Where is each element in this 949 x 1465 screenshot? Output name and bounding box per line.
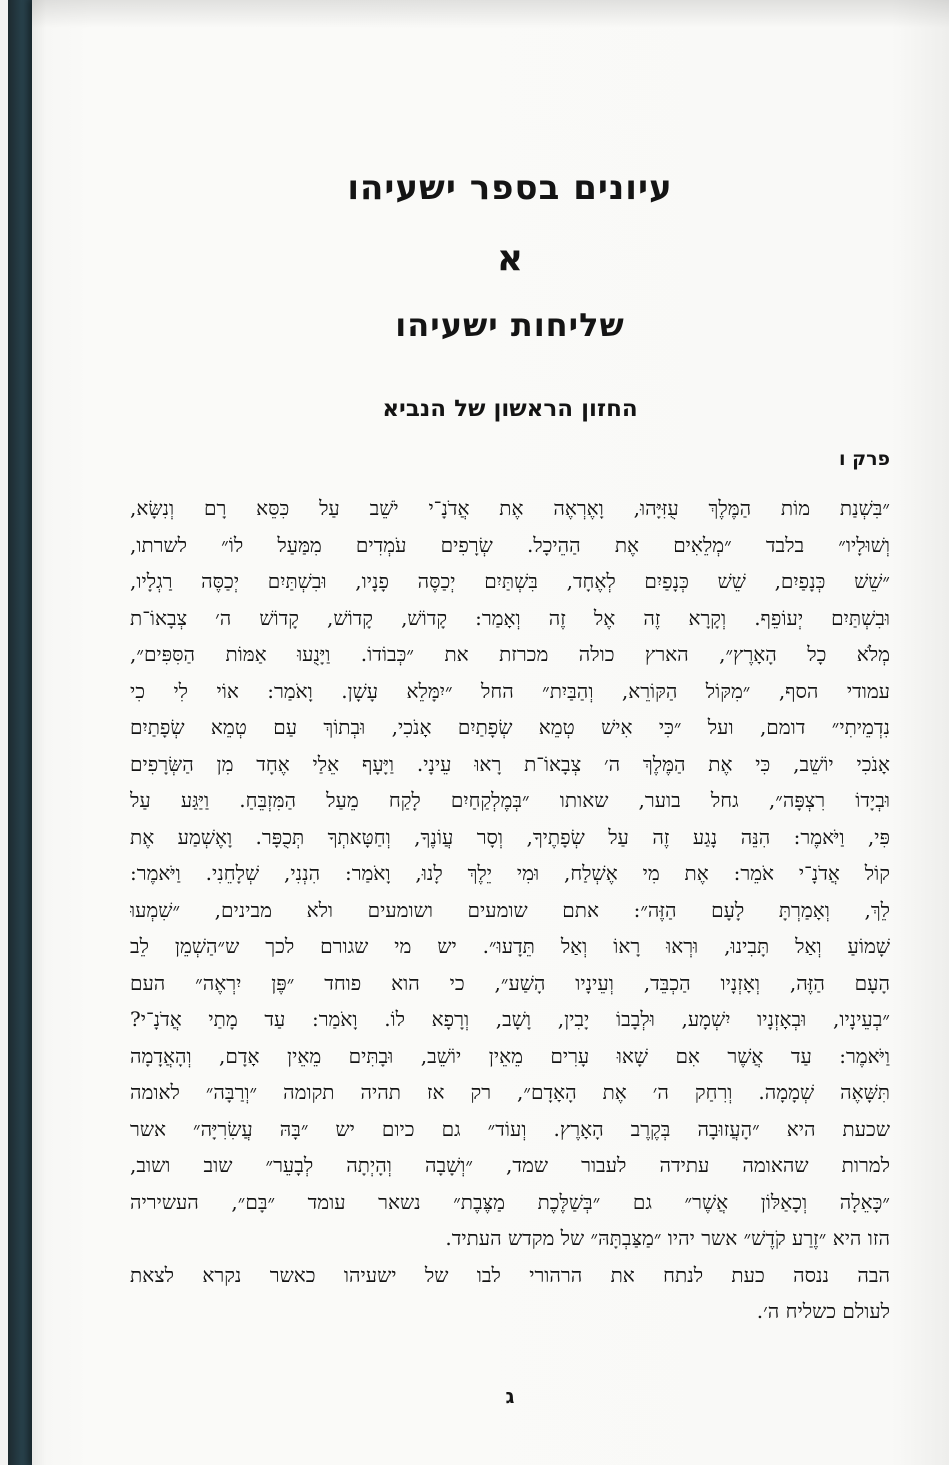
text-line: נִדְמֵיתִי״ דומם, ועל ״כִּי אִישׁ טְמֵא שְׂפָתַיִם אָנֹכִי, וּבְתוֹךְ עַם טְמֵא שְׂפָתַיִם bbox=[130, 715, 890, 739]
text-line: וְשׁוּלָיו״ בלבד ״מְלֵאִים אֶת הַהֵיכָל. שְׂרָפִים עֹמְדִים מִמַּעַל לוֹ״ לשרתו, bbox=[130, 532, 890, 557]
text-line: שָׁמוֹעַ וְאַל תָּבִינוּ, וּרְאוּ רָאוֹ וְאַל תֵּדָעוּ״. יש מי שגורם לכך ש״הַשְׁמֵן לֵב bbox=[130, 934, 890, 958]
text-line: וּבְיָדוֹ רִצְפָּה״, גחל בוער, שאותו ״בְּמֶלְקַחַיִם לָקַח מֵעַל הַמִּזְבֵּחַ. וַיַּגַּע עַל bbox=[130, 788, 890, 812]
text-line: וּבִשְׁתַּיִם יְעוֹפֵף. וְקָרָא זֶה אֶל זֶה וְאָמַר: קָדוֹשׁ, קָדוֹשׁ, קָדוֹשׁ ה׳ צְבָאוֹ־ת bbox=[130, 605, 890, 630]
text-line: עמודי הסף, ״מִקּוֹל הַקּוֹרֵא, וְהַבַּיִת״ החל ״יִמָּלֵא עָשָׁן. וָאֹמַר: אוֹי לִי כִי bbox=[130, 678, 890, 703]
text-line: פִּי, וַיֹּאמֶר: הִנֵּה נָגַע זֶה עַל שְׂפָתֶיךָ, וְסָר עֲוֹנֶךָ, וְחַטָּאתְךָ תְּכֻפָּר. וָאֶשְׁמַע אֶת bbox=[130, 824, 890, 849]
chapter-letter: א bbox=[496, 238, 524, 279]
section-heading: החזון הראשון של הנביא bbox=[382, 396, 638, 422]
text-line: תִּשָּׁאֶה שְׁמָמָה. וְרִחַק ה׳ אֶת הָאָדָם״, רק אז תהיה תקומה ״וְרַבָּה״ לאומה bbox=[130, 1080, 890, 1104]
text-line: ״כָּאֵלָה וְכָאַלּוֹן אֲשֶׁר״ גם ״בְּשַׁלֶּכֶת מַצֶּבֶת״ נשאר עומד ״בָּם״, העשיריה bbox=[130, 1189, 890, 1214]
body-text bbox=[130, 490, 890, 1330]
text-line: הזו היא ״זֶרַע קֹדֶשׁ״ אשר יהיו ״מַצַּבְתָּהּ״ של מקדש העתיד. bbox=[445, 1226, 890, 1250]
text-line: שכעת היא ״הָעֲזוּבָה בְּקֶרֶב הָאָרֶץ. וְעוֹד״ גם כיום יש ״בָּהּ עֲשִׂרִיָּה״ אשר bbox=[130, 1116, 890, 1141]
text-line: אָנֹכִי יוֹשֵׁב, כִּי אֶת הַמֶּלֶךְ ה׳ צְבָאוֹ־ת רָאוּ עֵינָי. וַיָּעָף אֵלַי אֶחָד מִן הַשְּׂרָפִים bbox=[130, 751, 890, 776]
text-line: ״בְעֵינָיו, וּבְאָזְנָיו יִשְׁמָע, וּלְבָבוֹ יָבִין, וָשָׁב, וְרָפָא לוֹ. וָאֹמַר: עַד מָתַי אֲדֹנָ־י? bbox=[130, 1007, 890, 1031]
text-line: לֵךְ, וְאָמַרְתָּ לָעָם הַזֶּה״: אתם שומעים ושומעים ולא מבינים, ״שִׁמְעוּ bbox=[130, 897, 890, 922]
book-title: עיונים בספר ישעיהו bbox=[347, 168, 673, 208]
chapter-reference: פרק ו bbox=[838, 448, 890, 470]
chapter-title: שליחות ישעיהו bbox=[395, 306, 625, 344]
text-line: הבה ננסה כעת לנתח את הרהורי לבו של ישעיהו כאשר נקרא לצאת bbox=[130, 1262, 890, 1287]
page-number: ג bbox=[505, 1384, 515, 1408]
text-line: הָעָם הַזֶּה, וְאָזְנָיו הַכְבֵּד, וְעֵינָיו הָשַׁע״, כי הוא פוחד ״פֶּן יִרְאֶה״ העם bbox=[130, 970, 890, 995]
text-line: ״בִּשְׁנַת מוֹת הַמֶּלֶךְ עֻזִּיָּהוּ, וָאֶרְאֶה אֶת אֲדֹנָ־י יֹשֵׁב עַל כִּסֵּא רָם וְנִשָּׂא, bbox=[130, 496, 890, 520]
page-content bbox=[130, 0, 890, 1465]
page-edge bbox=[0, 0, 8, 1465]
text-line: ״שֵׁשׁ כְּנָפַיִם, שֵׁשׁ כְּנָפַיִם לְאֶחָד, בִּשְׁתַּיִם יְכַסֶּה פָנָיו, וּבִשְׁתַּיִם יְכַסֶּה רַגְלָיו, bbox=[130, 569, 890, 593]
text-line: למרות שהאומה עתידה לעבור שמד, ״וְשָׁבָה וְהָיְתָה לְבָעֵר״ שוב ושוב, bbox=[130, 1153, 890, 1177]
text-line: וַיֹּאמֶר: עַד אֲשֶׁר אִם שָׁאוּ עָרִים מֵאֵין יוֹשֵׁב, וּבָתִּים מֵאֵין אָדָם, וְהָאֲדָמָה bbox=[130, 1043, 890, 1068]
text-line: לעולם כשליח ה׳. bbox=[756, 1299, 890, 1323]
text-line: מְלֹא כָל הָאָרֶץ״, הארץ כולה מכרזת את ״כְּבוֹדוֹ. וַיָּנֻעוּ אַמּוֹת הַסִּפִּים״, bbox=[130, 642, 890, 666]
text-line: קוֹל אֲדֹנָ־י אֹמֵר: אֶת מִי אֶשְׁלַח, וּמִי יֵלֶךְ לָנוּ, וָאֹמַר: הִנְנִי, שְׁלָחֵנִי. וַיֹּאמֶר: bbox=[130, 861, 890, 885]
